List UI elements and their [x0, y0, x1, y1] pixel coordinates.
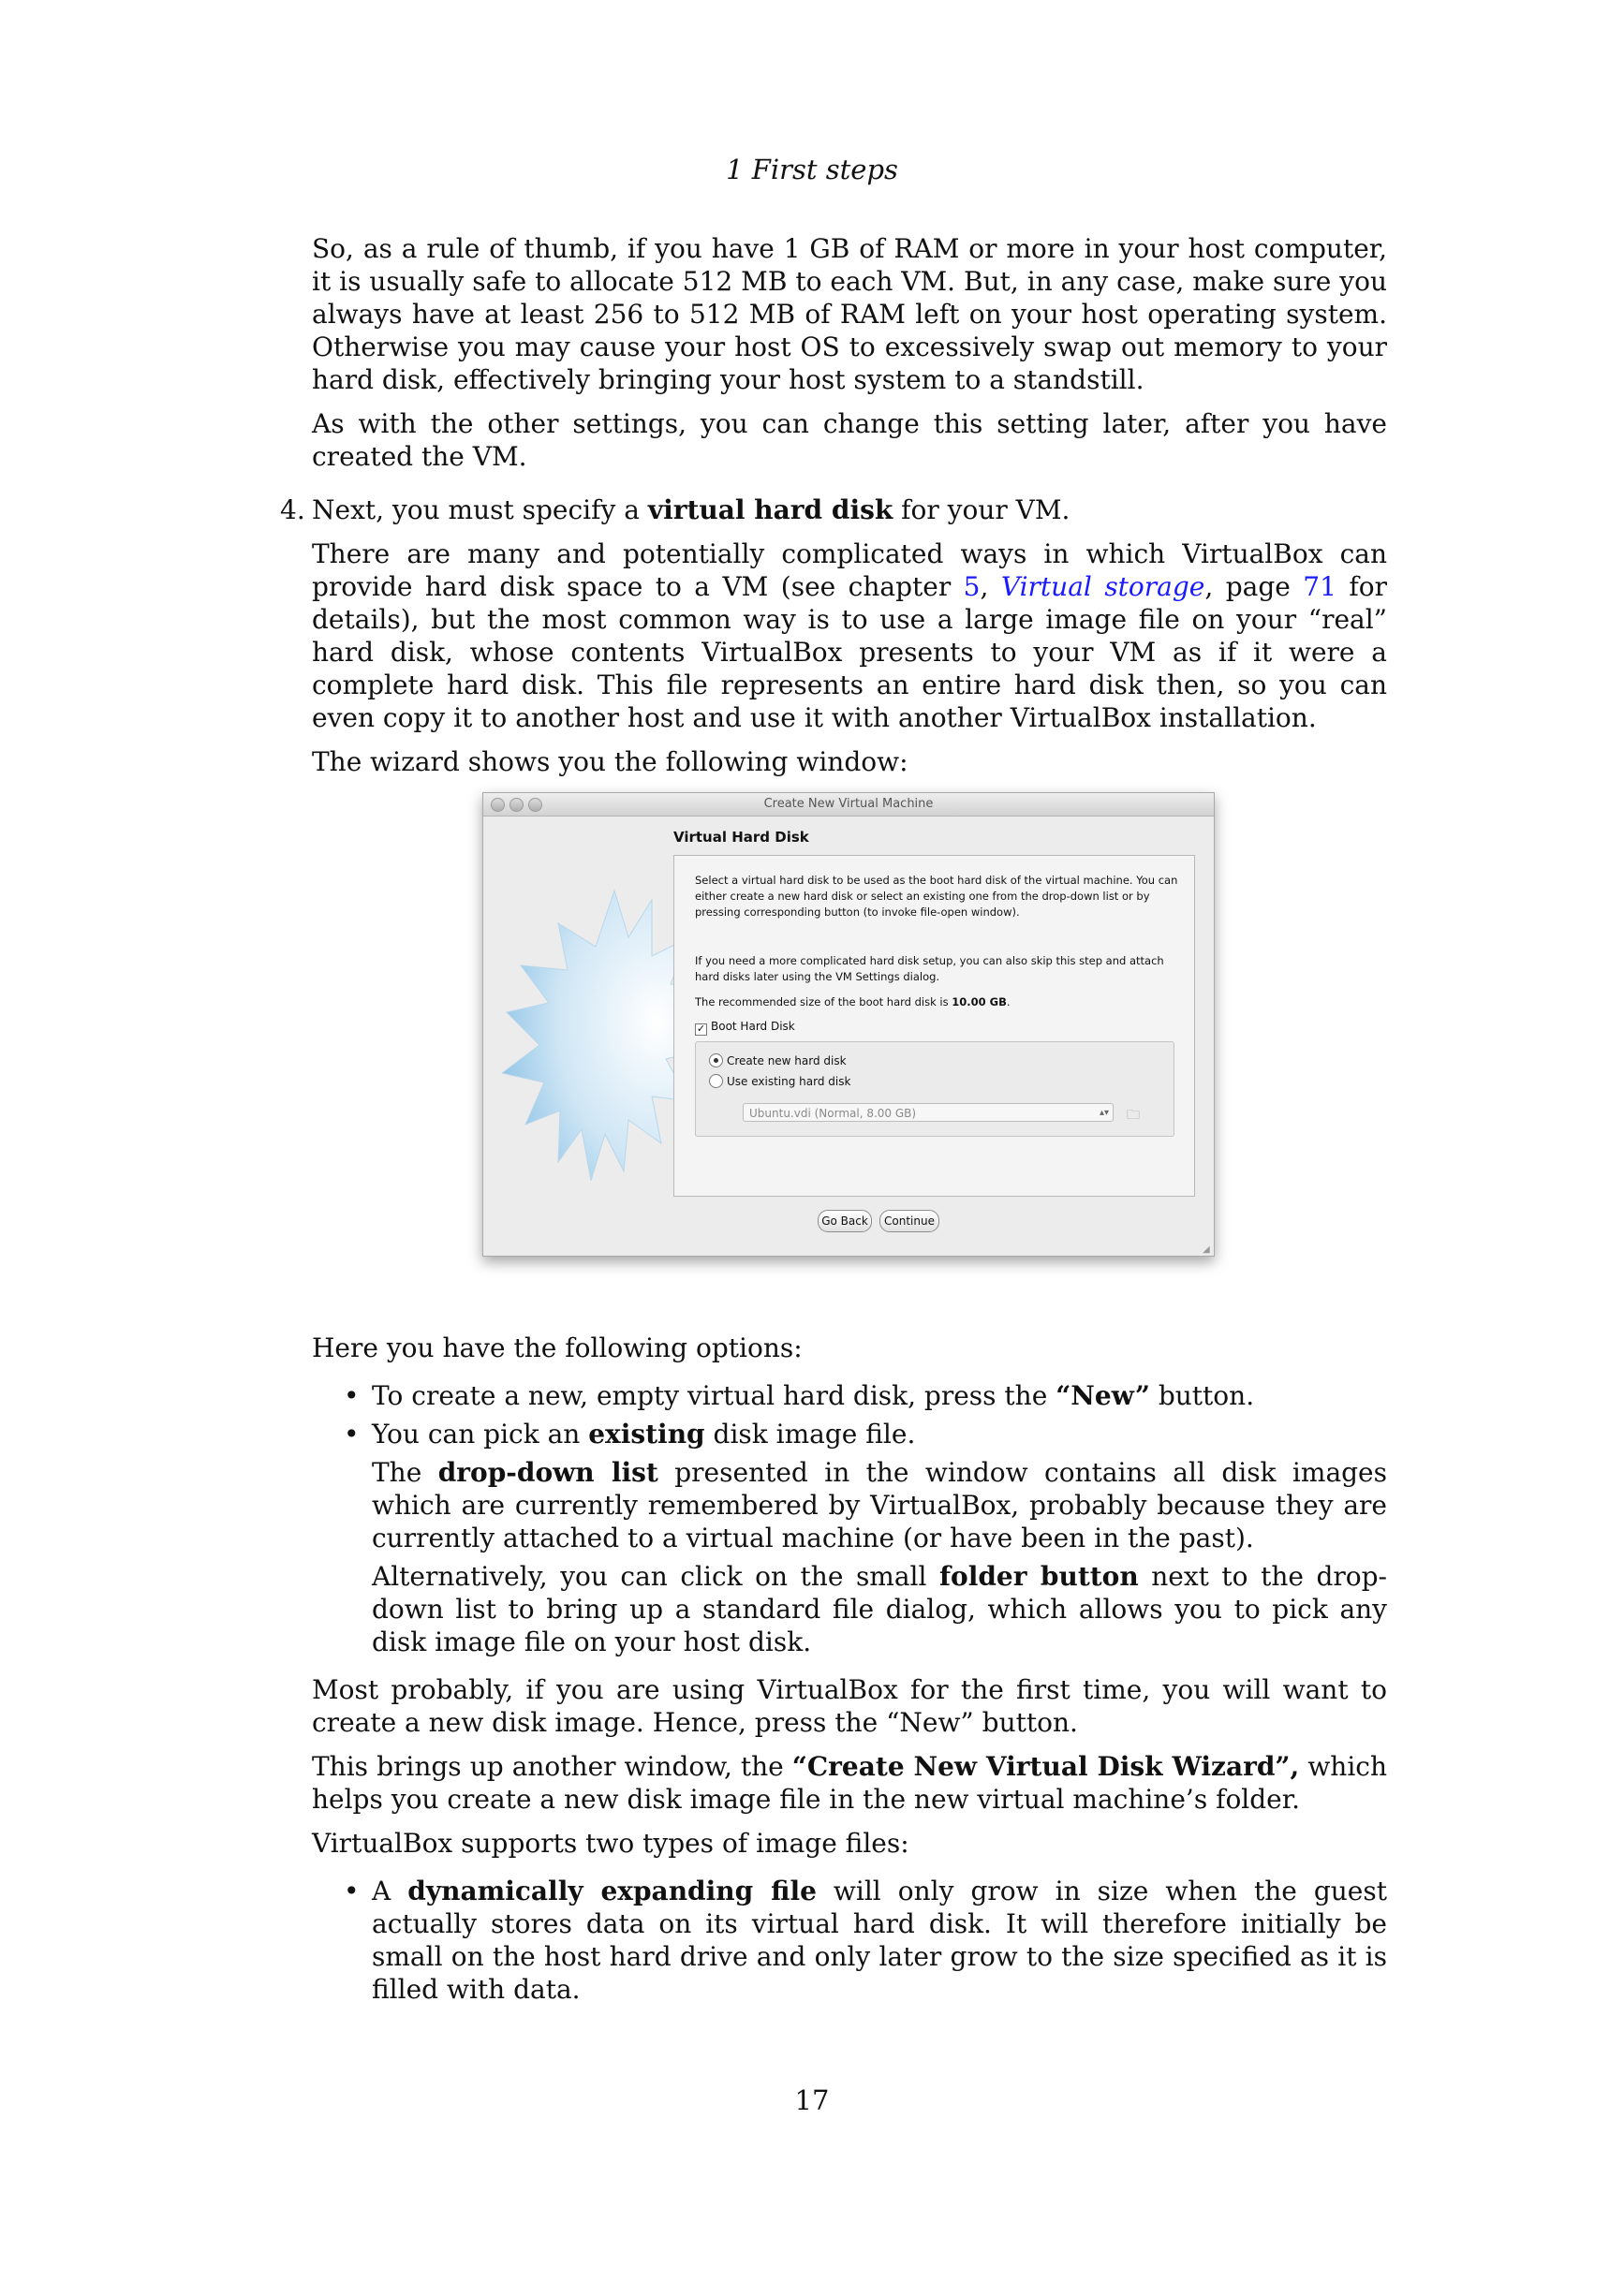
- bullet-icon: •: [344, 1380, 360, 1411]
- item4-text: Next, you must specify a: [312, 494, 648, 525]
- paragraph-storage-ways: [312, 537, 1387, 734]
- dialog-description-1: Select a virtual hard disk to be used as the boot hard disk of the virtual machine. You can either create a new hard disk or select an existing one from the drop-down list or by pressing corresponding button (to invoke file-open window).: [695, 874, 1178, 919]
- continue-button[interactable]: Continue: [879, 1210, 939, 1232]
- folder-icon[interactable]: 🗀: [1127, 1108, 1140, 1123]
- close-traffic-light-icon[interactable]: [491, 798, 505, 812]
- boot-hard-disk-checkbox[interactable]: [695, 1020, 795, 1036]
- resize-grip-icon[interactable]: ◢: [1203, 1244, 1210, 1255]
- bullet2-text: You can pick an: [372, 1419, 589, 1450]
- zoom-traffic-light-icon[interactable]: [528, 798, 542, 812]
- dropdown-value: Ubuntu.vdi (Normal, 8.00 GB): [749, 1107, 917, 1120]
- radio-create-label: Create new hard disk: [727, 1054, 847, 1067]
- recommended-size-text: The recommended size of the boot hard disk is: [695, 995, 952, 1008]
- sub1-bold: drop-down list: [437, 1457, 658, 1488]
- paragraph-folder-button: [372, 1560, 1387, 1658]
- paragraph-disk-wizard: [312, 1750, 1387, 1816]
- paragraph-image-types: VirtualBox supports two types of image files:: [312, 1828, 909, 1859]
- radio-selected-icon: [709, 1053, 723, 1067]
- chapter-link[interactable]: 5: [963, 571, 981, 602]
- content-panel: [673, 855, 1195, 1197]
- bullet-icon: •: [344, 1419, 360, 1450]
- paragraph-dropdown-list: [372, 1456, 1387, 1554]
- sub2-text: Alternatively, you can click on the small: [372, 1561, 939, 1592]
- paragraph-first-time: Most probably, if you are using VirtualBox for the first time, you will want to create a new disk image. Hence, press the “New” button.: [312, 1674, 1387, 1738]
- bullet-existing-disk: [344, 1418, 1387, 1450]
- storage-text-1: There are many and potentially complicated ways in which VirtualBox can provide hard disk space to a VM (see chapter: [312, 538, 1387, 602]
- list-item-4: [280, 493, 1387, 526]
- bullet2-text-end: disk image file.: [704, 1419, 916, 1450]
- existing-disk-dropdown[interactable]: [743, 1103, 1114, 1122]
- checkmark-icon: ✓: [696, 1023, 706, 1035]
- bullet-dynamic-file: [344, 1875, 1388, 2006]
- virtual-storage-link[interactable]: Virtual storage: [1000, 571, 1205, 602]
- lower-text-block: [312, 1332, 1387, 2017]
- sub2-text-end: next to the drop-down list to bring up a standard file dialog, which allows you to pick any disk image file on your host disk.: [372, 1561, 1387, 1657]
- item4-bold: virtual hard disk: [647, 494, 893, 525]
- bullet1-bold: “New”: [1056, 1380, 1150, 1411]
- list-item-number: 4.: [280, 494, 305, 525]
- para7-text: This brings up another window, the: [312, 1751, 792, 1782]
- window-title: Create New Virtual Machine: [763, 797, 934, 811]
- radio-existing-label: Use existing hard disk: [727, 1075, 851, 1088]
- dialog-description-3: [695, 994, 1182, 1010]
- paragraph-change-later: As with the other settings, you can change this setting later, after you have created the VM.: [312, 408, 1387, 472]
- paragraph-options: Here you have the following options:: [312, 1332, 803, 1363]
- go-back-button[interactable]: Go Back: [818, 1210, 872, 1232]
- window-titlebar: [483, 793, 1214, 817]
- para7-bold: “Create New Virtual Disk Wizard”,: [791, 1751, 1300, 1782]
- running-head: 1 First steps: [726, 154, 898, 185]
- dialog-description-2: If you need a more complicated hard disk setup, you can also skip this step and attach hard disks later using the VM Settings dialog.: [695, 954, 1164, 983]
- hard-disk-options-group: [695, 1041, 1174, 1137]
- upper-text-block: [280, 232, 1387, 789]
- page-link[interactable]: 71: [1303, 571, 1336, 602]
- bullet3-text: A: [372, 1876, 408, 1906]
- checkbox-label: Boot Hard Disk: [711, 1020, 795, 1033]
- paragraph-ram-rule: So, as a rule of thumb, if you have 1 GB of RAM or more in your host computer, it is usually safe to allocate 512 MB to each VM. But, in any case, make sure you always have at least 256 to 512 MB of RAM left on your host operating system. Otherwise you may cause your host OS to excessively swap out memory to your hard disk, effectively bringing your host system to a standstill.: [312, 233, 1387, 395]
- recommended-size-value: 10.00 GB: [952, 995, 1007, 1008]
- radio-unselected-icon: [709, 1074, 723, 1088]
- storage-text-4: for details), but the most common way is to use a large image file on your “real” hard disk, whose contents VirtualBox presents to your VM as if it were a complete hard disk. This file represents an entire hard disk then, so you can even copy it to another host and use it with another VirtualBox installation.: [312, 571, 1387, 733]
- bullet-new-disk: [344, 1379, 1387, 1412]
- dialog-heading: Virtual Hard Disk: [673, 829, 809, 846]
- radio-create-new-disk[interactable]: [709, 1053, 847, 1067]
- create-vm-dialog-screenshot: [482, 792, 1215, 1257]
- radio-use-existing-disk[interactable]: [709, 1074, 850, 1088]
- storage-text-3: , page: [1204, 571, 1304, 602]
- minimize-traffic-light-icon[interactable]: [509, 798, 524, 812]
- bullet-icon: •: [344, 1876, 360, 1906]
- sub1-text: The: [372, 1457, 438, 1488]
- sub1-text-end: presented in the window contains all disk images which are currently remembered by VirtualBox, probably because they are currently attached to a virtual machine (or have been in the past).: [372, 1457, 1387, 1553]
- bullet1-text: To create a new, empty virtual hard disk, press the: [372, 1380, 1056, 1411]
- bullet1-text-end: button.: [1149, 1380, 1255, 1411]
- recommended-size-end: .: [1006, 995, 1011, 1008]
- paragraph-wizard-shows: The wizard shows you the following window:: [312, 746, 908, 777]
- dropdown-arrows-icon: ▴▾: [1099, 1108, 1109, 1118]
- storage-text-2: ,: [980, 571, 1001, 602]
- sub2-bold: folder button: [939, 1561, 1139, 1592]
- item4-text-end: for your VM.: [893, 494, 1070, 525]
- para7-text-end: which helps you create a new disk image file in the new virtual machine’s folder.: [312, 1751, 1387, 1815]
- bullet2-bold: existing: [588, 1419, 705, 1450]
- page-number: 17: [794, 2084, 830, 2116]
- bullet3-text-end: will only grow in size when the guest actually stores data on its virtual hard disk. It will therefore initially be small on the host hard drive and only later grow to the size specified as it is filled with data.: [372, 1876, 1388, 2005]
- bullet3-bold: dynamically expanding file: [407, 1876, 817, 1906]
